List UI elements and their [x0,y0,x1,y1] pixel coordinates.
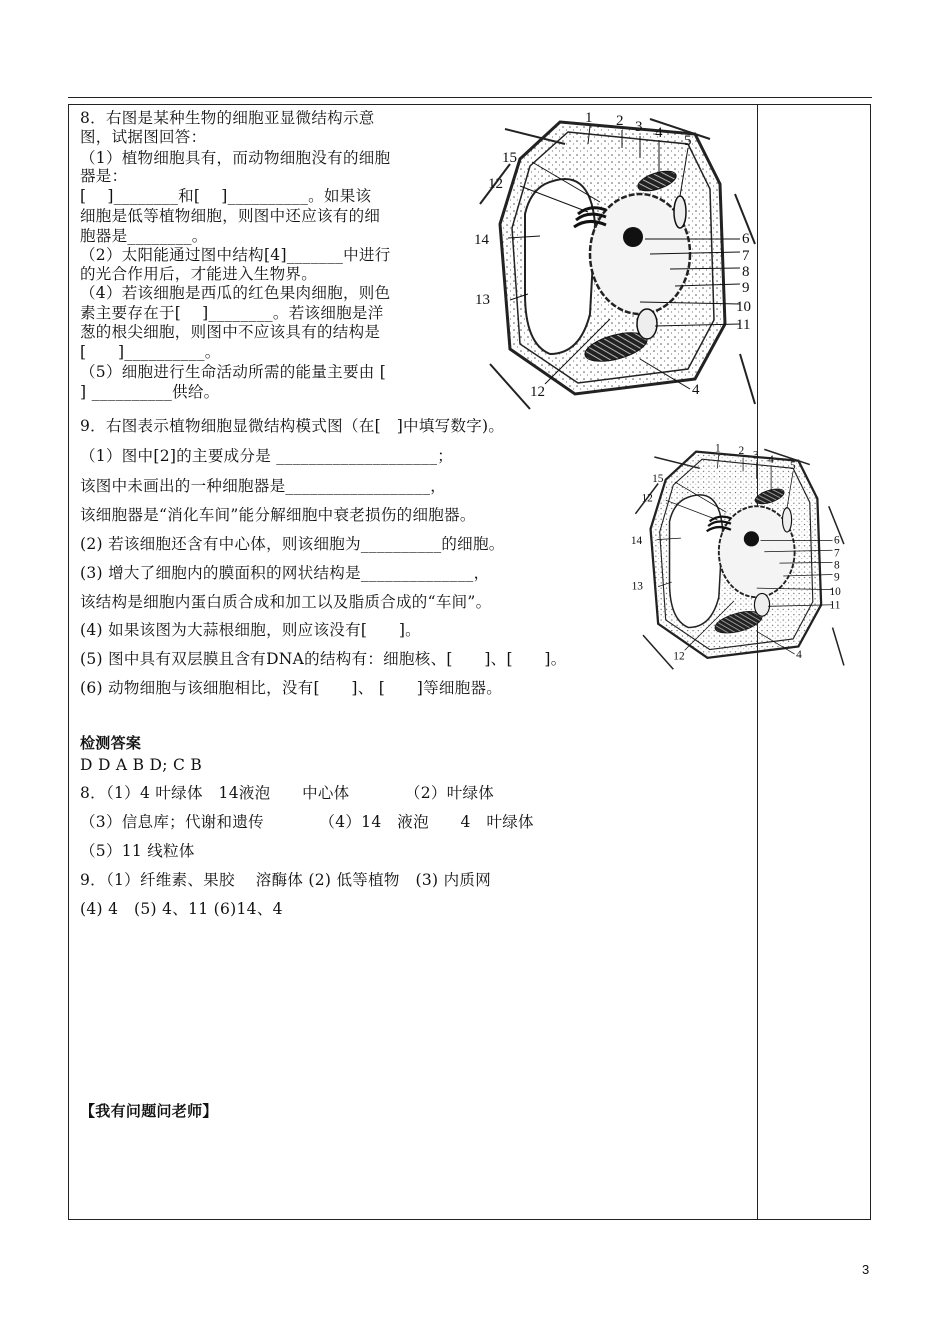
q8-line: （1）植物细胞具有，而动物细胞没有的细胞 [80,149,391,167]
nucleolus [623,227,643,247]
answer-line: 9．（1）纤维素、果胶 溶酶体 (2) 低等植物 (3) 内质网 [80,871,491,889]
plant-cell-diagram-small [622,438,852,670]
header-rule [68,97,872,98]
label-8: 8 [742,264,750,280]
answer-line: （3）信息库；代谢和遗传 （4）14 液泡 4 叶绿体 [80,813,534,831]
q8-line: （2）太阳能通过图中结构[4]_______中进行 [80,246,391,264]
label-15: 15 [502,150,517,166]
answer-line: D D A B D; C B [80,756,203,774]
answers-heading: 检测答案 [80,734,142,752]
label-9: 9 [742,280,750,296]
small-label-12-bottom: 12 [673,650,685,663]
q8-line: 图，试据图回答： [80,128,207,146]
q9-line: 该结构是细胞内蛋白质合成和加工以及脂质合成的“车间”。 [80,593,492,611]
q9-line: （1）图中[2]的主要成分是 ____________________； [80,447,454,465]
small-label-14: 14 [630,535,643,548]
label-12: 12 [488,176,503,192]
q8-line: 8．右图是某种生物的细胞亚显微结构示意 [80,109,375,127]
small-label-6: 6 [834,534,840,547]
mitochondrion [674,196,686,228]
answer-line: (4) 4 (5) 4、11 (6)14、4 [80,900,283,918]
small-label-10: 10 [829,585,841,598]
small-label-9: 9 [834,571,840,584]
q9-line: 9．右图表示植物细胞显微结构模式图（在[ ]中填写数字)。 [80,417,505,435]
label-1: 1 [585,110,593,126]
q9-line: (6) 动物细胞与该细胞相比，没有[ ]、 [ ]等细胞器。 [80,679,503,697]
q8-line: 细胞是低等植物细胞，则图中还应该有的细 [80,207,381,225]
label-7: 7 [742,248,750,264]
plant-cell-diagram-large [470,104,758,410]
q8-line: 器是： [80,167,128,185]
q8-line: [ ]__________。 [80,343,221,361]
label-10: 10 [736,299,751,315]
q8-line: （5）细胞进行生命活动所需的能量主要由 [ [80,363,387,381]
label-4: 4 [655,125,663,141]
page-number: 3 [862,1262,870,1277]
label-14: 14 [474,232,489,248]
mitochondrion [637,309,657,339]
answer-line: 8．（1）4 叶绿体 14液泡 中心体 （2）叶绿体 [80,784,495,802]
small-label-2: 2 [738,444,745,457]
q8-line: 的光合作用后，才能进入生物界。 [80,265,318,283]
small-label-1: 1 [715,442,721,455]
small-label-3: 3 [752,449,759,462]
small-label-15: 15 [652,472,664,485]
small-label-11: 11 [829,599,841,612]
q8-line: 葱的根尖细胞，则图中不应该具有的结构是 [80,323,381,341]
q8-line: [ ]________和[ ]__________。如果该 [80,187,372,205]
small-label-5: 5 [790,460,796,473]
q9-line: (5) 图中具有双层膜且含有DNA的结构有：细胞核、[ ]、[ ]。 [80,650,567,668]
q9-line: (3) 增大了细胞内的膜面积的网状结构是______________， [80,564,490,582]
q8-line: 胞器是________。 [80,227,208,245]
q8-line: （4）若该细胞是西瓜的红色果肉细胞，则色 [80,284,391,302]
ask-teacher-heading: 【我有问题问老师】 [80,1102,218,1120]
label-6: 6 [742,231,750,247]
small-label-8: 8 [834,559,840,572]
small-label-4: 4 [768,454,774,467]
q9-line: (4) 如果该图为大蒜根细胞，则应该没有[ ]。 [80,621,421,639]
label-3: 3 [635,119,643,135]
q8-line: ] __________供给。 [80,383,220,401]
answer-line: （5）11 线粒体 [80,842,195,860]
q8-line: 素主要存在于[ ]________。若该细胞是洋 [80,304,384,322]
q9-line: 该细胞器是“消化车间”能分解细胞中衰老损伤的细胞器。 [80,506,476,524]
vacuole [525,179,595,354]
small-label-12: 12 [641,492,653,505]
label-2: 2 [616,113,624,129]
label-11: 11 [736,317,751,333]
small-label-13: 13 [631,580,643,593]
label-4-bottom: 4 [692,382,700,398]
small-label-7: 7 [834,547,840,560]
small-label-4-bottom: 4 [796,648,802,661]
label-12-bottom: 12 [530,384,545,400]
q9-line: 该图中未画出的一种细胞器是__________________， [80,477,447,495]
label-5: 5 [684,133,692,149]
q9-line: (2) 若该细胞还含有中心体，则该细胞为__________的细胞。 [80,535,505,553]
label-13: 13 [475,292,490,308]
